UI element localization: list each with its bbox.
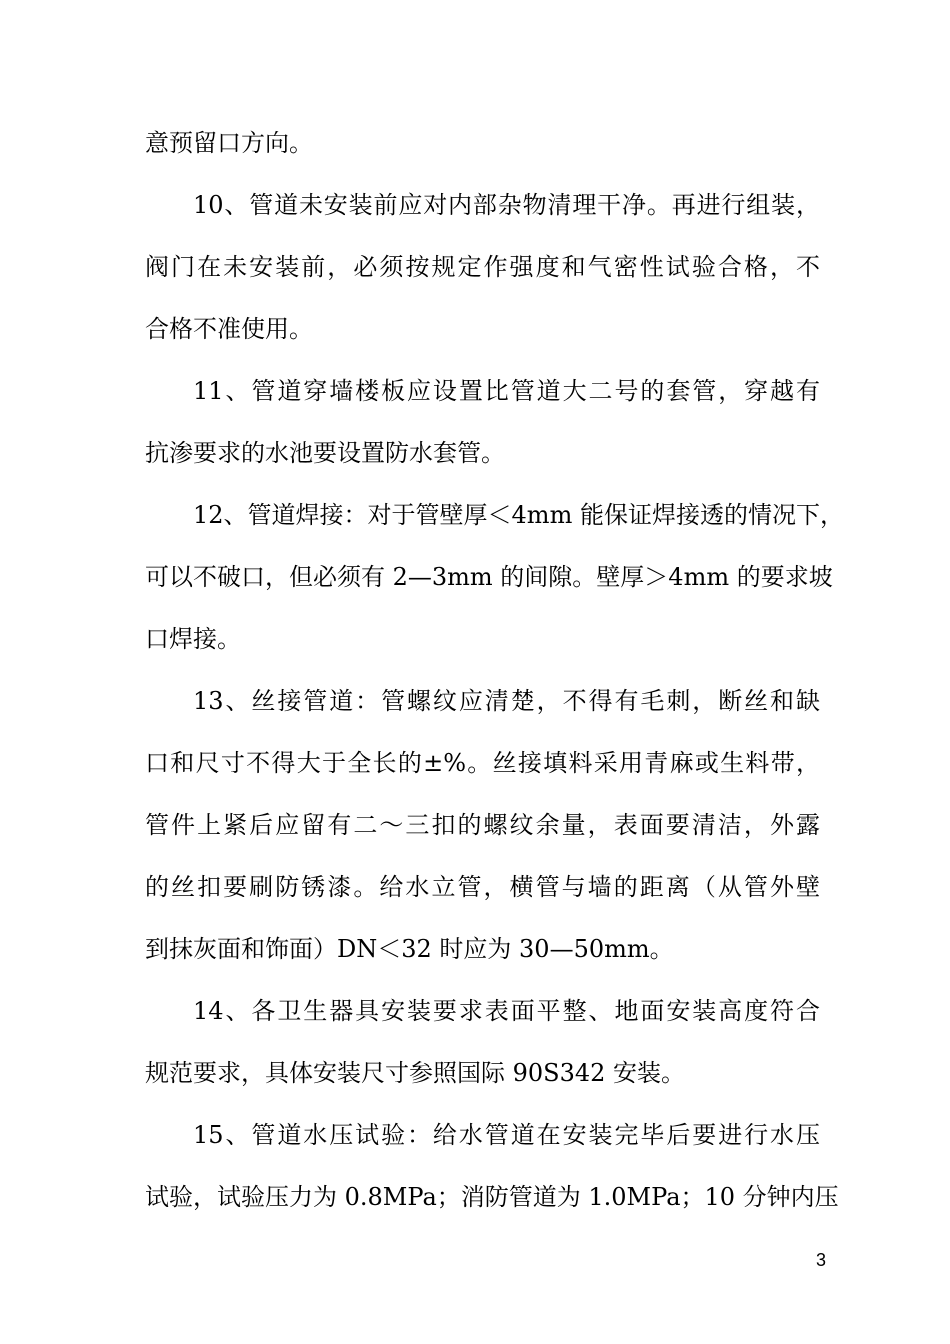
- text-line: 规范要求，具体安装尺寸参照国际 90S342 安装。: [145, 1059, 686, 1087]
- page-number: 3: [815, 1250, 826, 1270]
- text-line: 12、管道焊接：对于管壁厚＜4mm 能保证焊接透的情况下，: [193, 501, 844, 529]
- text-line: 试验，试验压力为 0.8MPa；消防管道为 1.0MPa；10 分钟内压: [145, 1183, 839, 1211]
- text-line: 口焊接。: [145, 625, 241, 653]
- text-line: 的丝扣要刷防锈漆。给水立管，横管与墙的距离（从管外壁: [145, 873, 820, 901]
- text-line: 抗渗要求的水池要设置防水套管。: [145, 439, 505, 467]
- text-body: [145, 112, 844, 1228]
- text-line: 到抹灰面和饰面）DN＜32 时应为 30—50mm。: [145, 935, 674, 963]
- text-line: 意预留口方向。: [145, 129, 313, 157]
- text-line: 管件上紧后应留有二～三扣的螺纹余量，表面要清洁，外露: [145, 811, 820, 839]
- text-line: 口和尺寸不得大于全长的±%。丝接填料采用青麻或生料带，: [145, 749, 820, 777]
- text-line: 阀门在未安装前，必须按规定作强度和气密性试验合格，不: [145, 253, 820, 281]
- text-line: 10、管道未安装前应对内部杂物清理干净。再进行组装，: [193, 191, 820, 219]
- text-line: 15、管道水压试验：给水管道在安装完毕后要进行水压: [193, 1121, 820, 1149]
- text-line: 13、丝接管道：管螺纹应清楚，不得有毛刺，断丝和缺: [193, 687, 820, 715]
- text-line: 11、管道穿墙楼板应设置比管道大二号的套管，穿越有: [193, 377, 820, 405]
- text-line: 合格不准使用。: [145, 315, 313, 343]
- text-line: 可以不破口，但必须有 2—3mm 的间隙。壁厚＞4mm 的要求坡: [145, 563, 833, 591]
- text-line: 14、各卫生器具安装要求表面平整、地面安装高度符合: [193, 997, 820, 1025]
